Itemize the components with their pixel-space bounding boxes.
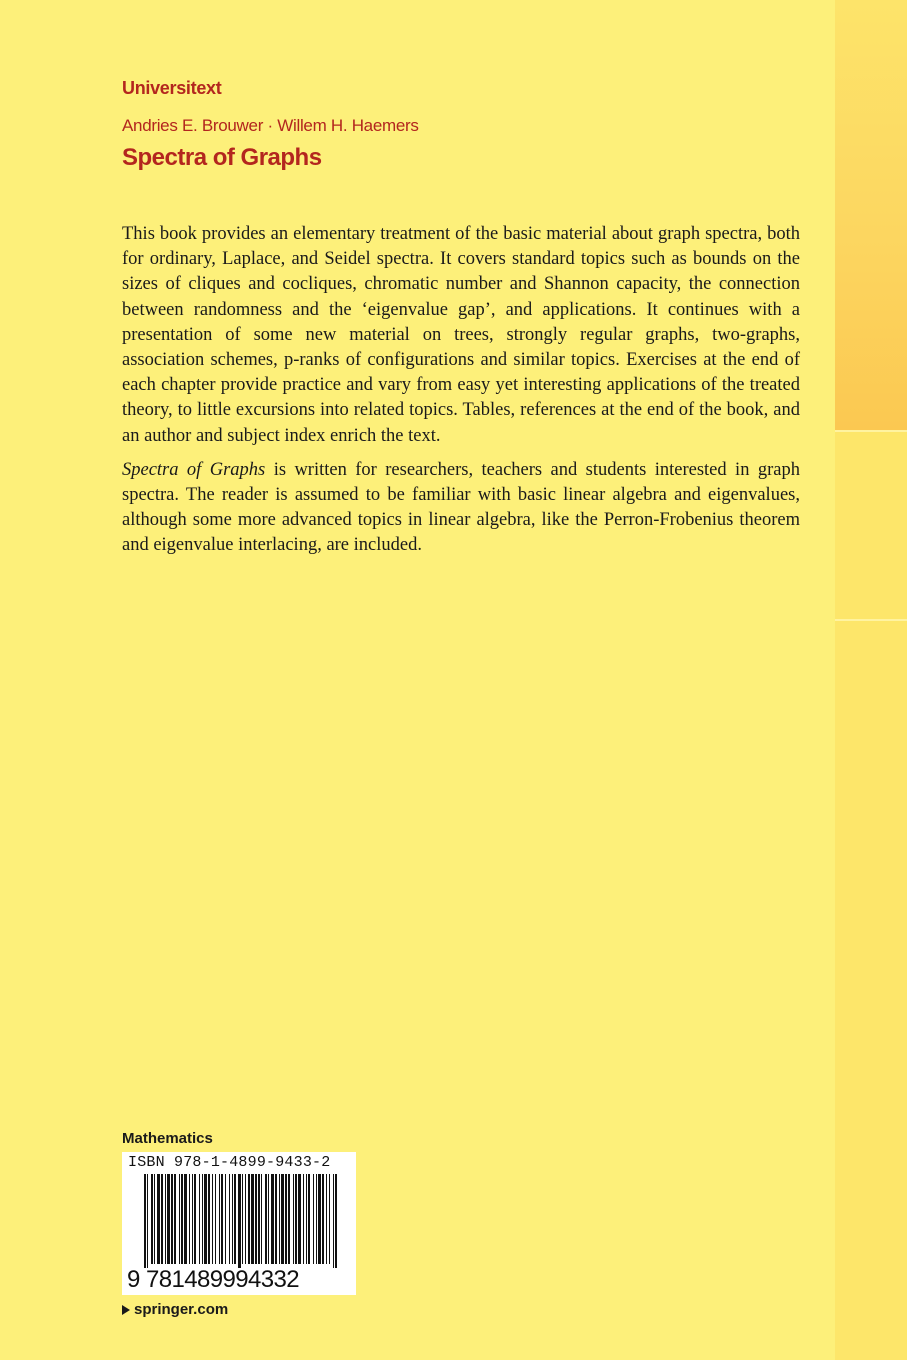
barcode-bar bbox=[167, 1174, 170, 1264]
isbn-barcode bbox=[122, 1152, 356, 1295]
ean-digits: 781489994332 bbox=[146, 1266, 299, 1293]
barcode-bar bbox=[171, 1174, 173, 1264]
description-paragraph bbox=[122, 458, 800, 559]
description-paragraph: This book provides an elementary treatment of the basic material about graph spectra, both for ordinary, Laplace, and Seidel spectra. It covers standard topics such as bounds on the sizes of cliques and cocliques, chromatic number and Shannon capacity, the connection between randomness and the ‘eigenvalue gap’, and applications. It continues with a presentation of some new material on trees, strongly regular graphs, two-graphs, association schemes, p-ranks of configurations and similar topics. Exercises at the end of each chapter provide practice and vary from easy yet interesting applications of the treated theory, to little excursions into related topics. Tables, references at the end of the book, and an author and subject index enrich the text. bbox=[122, 224, 800, 446]
barcode-bar bbox=[251, 1174, 254, 1264]
barcode-bar bbox=[255, 1174, 257, 1264]
barcode-bar bbox=[147, 1174, 148, 1268]
barcode-bars bbox=[122, 1172, 356, 1268]
barcode-bar bbox=[322, 1174, 324, 1264]
barcode-bar bbox=[199, 1174, 200, 1264]
barcode-bar bbox=[261, 1174, 262, 1264]
book-description bbox=[122, 222, 800, 568]
series-name: Universitext bbox=[122, 78, 222, 98]
website-label: springer.com bbox=[134, 1301, 229, 1318]
barcode-bar bbox=[303, 1174, 304, 1264]
isbn-number: ISBN 978-1-4899-9433-2 bbox=[128, 1154, 331, 1171]
barcode-bar bbox=[219, 1174, 220, 1264]
barcode-bar bbox=[184, 1174, 187, 1264]
barcode-bar bbox=[238, 1174, 241, 1268]
barcode-bar bbox=[161, 1174, 163, 1264]
authors: Andries E. Brouwer · Willem H. Haemers bbox=[122, 116, 419, 135]
barcode-bar bbox=[221, 1174, 223, 1264]
barcode-bar bbox=[151, 1174, 153, 1264]
barcode-bar bbox=[174, 1174, 176, 1264]
barcode-bar bbox=[335, 1174, 337, 1268]
barcode-bar bbox=[215, 1174, 216, 1264]
barcode-bar bbox=[248, 1174, 250, 1264]
barcode-bar bbox=[285, 1174, 287, 1264]
barcode-bar bbox=[298, 1174, 301, 1264]
barcode-bar bbox=[212, 1174, 213, 1264]
barcode-bar bbox=[181, 1174, 183, 1264]
spine-edge-band bbox=[835, 0, 907, 430]
barcode-bar bbox=[225, 1174, 226, 1264]
barcode-bar bbox=[189, 1174, 190, 1264]
ean-first-digit: 9 bbox=[127, 1266, 141, 1293]
barcode-bar bbox=[179, 1174, 180, 1264]
barcode-bar bbox=[268, 1174, 269, 1264]
barcode-bar bbox=[318, 1174, 321, 1264]
barcode-bar bbox=[333, 1174, 334, 1268]
spine-divider-line bbox=[835, 430, 907, 432]
barcode-bar bbox=[229, 1174, 230, 1264]
barcode-bar bbox=[279, 1174, 280, 1264]
subject-category: Mathematics bbox=[122, 1130, 213, 1147]
barcode-bar bbox=[258, 1174, 260, 1264]
barcode-bar bbox=[232, 1174, 233, 1264]
barcode-bar bbox=[326, 1174, 327, 1264]
barcode-bar bbox=[275, 1174, 277, 1264]
right-triangle-icon bbox=[122, 1305, 130, 1315]
barcode-bar bbox=[313, 1174, 314, 1264]
barcode-bar bbox=[202, 1174, 203, 1264]
barcode-bar bbox=[308, 1174, 310, 1264]
barcode-bar bbox=[306, 1174, 307, 1264]
barcode-bar bbox=[144, 1174, 146, 1268]
barcode-bar bbox=[234, 1174, 236, 1264]
barcode-bar bbox=[265, 1174, 267, 1264]
barcode-bar bbox=[245, 1174, 246, 1264]
barcode-bar bbox=[157, 1174, 160, 1264]
barcode-bar bbox=[293, 1174, 294, 1264]
barcode-bar bbox=[204, 1174, 207, 1264]
barcode-bar bbox=[329, 1174, 330, 1264]
barcode-bar bbox=[271, 1174, 274, 1264]
barcode-bar bbox=[208, 1174, 210, 1264]
barcode-bar bbox=[154, 1174, 155, 1264]
description-text: is written for researchers, teachers and students interested in graph spectra. The reader is assumed to be familiar with basic linear algebra and eigenvalues, although some more advanced topics in linear algebra, like the Perron-Frobenius theorem and eigenvalue interlacing, are included. bbox=[122, 459, 800, 556]
barcode-bar bbox=[281, 1174, 284, 1264]
barcode-bar bbox=[242, 1174, 243, 1264]
italic-title: Spectra of Graphs bbox=[122, 459, 266, 480]
spine-divider-line bbox=[835, 619, 907, 621]
barcode-bar bbox=[288, 1174, 290, 1264]
barcode-bar bbox=[192, 1174, 193, 1264]
barcode-bar bbox=[316, 1174, 317, 1264]
barcode-bar bbox=[295, 1174, 297, 1264]
barcode-bar bbox=[194, 1174, 196, 1264]
barcode-bar bbox=[165, 1174, 166, 1264]
publisher-website bbox=[122, 1301, 228, 1318]
book-title: Spectra of Graphs bbox=[122, 144, 322, 171]
